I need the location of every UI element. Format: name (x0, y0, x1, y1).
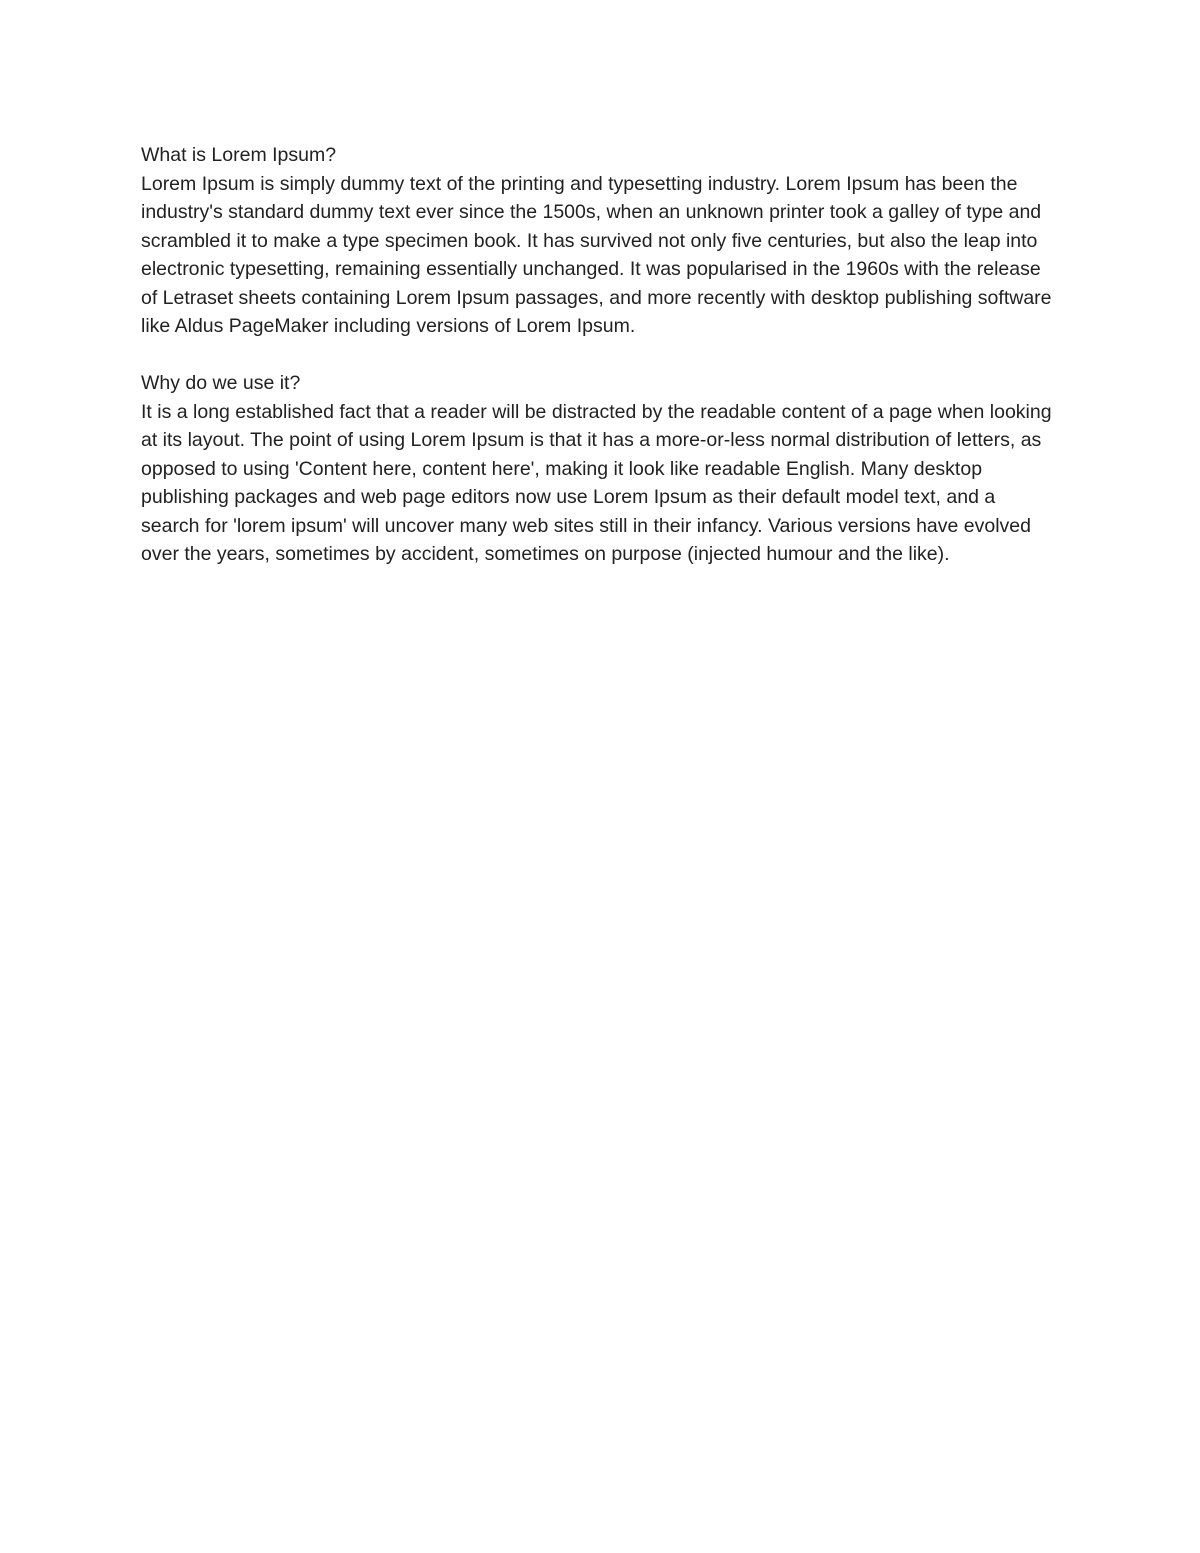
section-what-is-lorem-ipsum (141, 141, 1059, 341)
section-body: Lorem Ipsum is simply dummy text of the printing and typesetting industry. Lorem Ipsum has been the industry's standard dummy text ever since the 1500s, when an unknown printer took a galley of type and scrambled it to make a type specimen book. It has survived not only five centuries, but also the leap into electronic typesetting, remaining essentially unchanged. It was popularised in the 1960s with the release of Letraset sheets containing Lorem Ipsum passages, and more recently with desktop publishing software like Aldus PageMaker including versions of Lorem Ipsum. (141, 172, 1052, 337)
section-heading: What is Lorem Ipsum? (141, 144, 337, 166)
section-heading: Why do we use it? (141, 372, 301, 394)
document-content (141, 141, 1059, 569)
section-why-do-we-use-it (141, 369, 1059, 569)
section-body: It is a long established fact that a reader will be distracted by the readable content of a page when looking at its layout. The point of using Lorem Ipsum is that it has a more-or-less normal distribution of letters, as opposed to using 'Content here, content here', making it look like readable English. Many desktop publishing packages and web page editors now use Lorem Ipsum as their default model text, and a search for 'lorem ipsum' will uncover many web sites still in their infancy. Various versions have evolved over the years, sometimes by accident, sometimes on purpose (injected humour and the like). (141, 400, 1052, 565)
